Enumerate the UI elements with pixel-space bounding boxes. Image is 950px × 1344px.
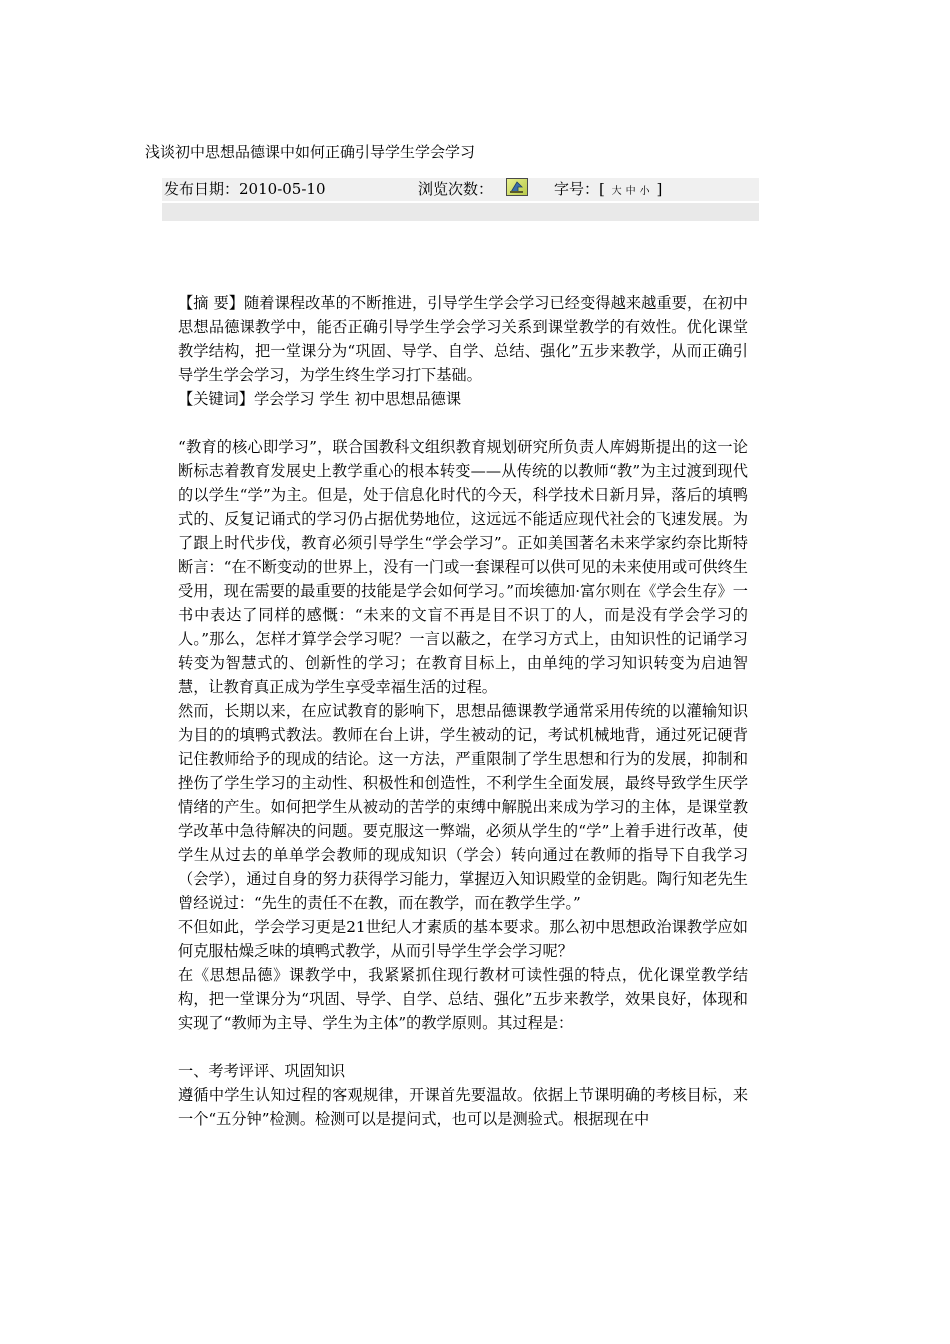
article-meta-bar xyxy=(162,178,759,201)
blank-line xyxy=(178,1035,748,1059)
publish-date-label: 发布日期： xyxy=(164,180,240,198)
view-count-label: 浏览次数： xyxy=(418,180,494,198)
body-paragraph: 在《思想品德》课教学中，我紧紧抓住现行教材可读性强的特点，优化课堂教学结构，把一堂课分为“巩固、导学、自学、总结、强化”五步来教学，效果良好，体现和实现了“教师为主导、学生为主体”的教学原则。其过程是： xyxy=(178,966,748,1032)
font-size-control xyxy=(554,178,662,203)
font-size-bracket-open: [ xyxy=(599,180,605,198)
counter-icon xyxy=(506,178,528,196)
blank-line xyxy=(178,411,748,435)
article-title: 浅谈初中思想品德课中如何正确引导学生学会学习 xyxy=(145,143,476,161)
keywords-paragraph: 【关键词】学会学习 学生 初中思想品德课 xyxy=(178,390,462,408)
body-paragraph: 遵循中学生认知过程的客观规律，开课首先要温故。依据上节课明确的考核目标，来一个“五分钟”检测。检测可以是提问式，也可以是测验式。根据现在中 xyxy=(178,1086,748,1128)
font-size-label: 字号： xyxy=(554,180,600,198)
publish-date-value: 2010-05-10 xyxy=(239,180,326,198)
body-paragraph: “教育的核心即学习”，联合国教科文组织教育规划研究所负责人库姆斯提出的这一论断标志着教育发展史上教学重心的根本转变——从传统的以教师“教”为主过渡到现代的以学生“学”为主。但是，处于信息化时代的今天，科学技术日新月异，落后的填鸭式的、反复记诵式的学习仍占据优势地位，这远远不能适应现代社会的飞速发展。为了跟上时代步伐，教育必须引导学生“学会学习”。正如美国著名未来学家约奈比斯特断言：“在不断变动的世界上，没有一门或一套课程可以供可见的未来使用或可供终生受用，现在需要的最重要的技能是学会如何学习。”而埃德加·富尔则在《学会生存》一书中表达了同样的感慨：“未来的文盲不再是目不识丁的人，而是没有学会学习的人。”那么，怎样才算学会学习呢？一言以蔽之，在学习方式上，由知识性的记诵学习转变为智慧式的、创新性的学习；在教育目标上，由单纯的学习知识转变为启迪智慧，让教育真正成为学生享受幸福生活的过程。 xyxy=(178,438,748,696)
meta-bar-secondary xyxy=(162,203,759,221)
publish-date xyxy=(164,178,326,201)
abstract-paragraph: 【摘 要】随着课程改革的不断推进，引导学生学会学习已经变得越来越重要，在初中思想品德课教学中，能否正确引导学生学会学习关系到课堂教学的有效性。优化课堂教学结构，把一堂课分为“巩固、导学、自学、总结、强化”五步来教学，从而正确引导学生学会学习，为学生终生学习打下基础。 xyxy=(178,294,748,384)
article-body xyxy=(178,291,748,1131)
font-size-small-link[interactable]: 小 xyxy=(639,186,650,197)
body-paragraph: 不但如此，学会学习更是21世纪人才素质的基本要求。那么初中思想政治课教学应如何克服枯燥乏味的填鸭式教学，从而引导学生学会学习呢？ xyxy=(178,918,748,960)
font-size-medium-link[interactable]: 中 xyxy=(625,186,636,197)
section-heading: 一、考考评评、巩固知识 xyxy=(178,1062,346,1080)
font-size-bracket-close: ] xyxy=(656,180,663,198)
body-paragraph: 然而，长期以来，在应试教育的影响下，思想品德课教学通常采用传统的以灌输知识为目的的填鸭式教法。教师在台上讲，学生被动的记，考试机械地背，通过死记硬背记住教师给予的现成的结论。这一方法，严重限制了学生思想和行为的发展，抑制和挫伤了学生学习的主动性、积极性和创造性，不利学生全面发展，最终导致学生厌学情绪的产生。如何把学生从被动的苦学的束缚中解脱出来成为学习的主体，是课堂教学改革中急待解决的问题。要克服这一弊端，必须从学生的“学”上着手进行改革，使学生从过去的单单学会教师的现成知识（学会）转向通过在教师的指导下自我学习（会学），通过自身的努力获得学习能力，掌握迈入知识殿堂的金钥匙。陶行知老先生曾经说过：“先生的责任不在教，而在教学，而在教学生学。” xyxy=(178,702,748,912)
font-size-large-link[interactable]: 大 xyxy=(611,186,622,197)
